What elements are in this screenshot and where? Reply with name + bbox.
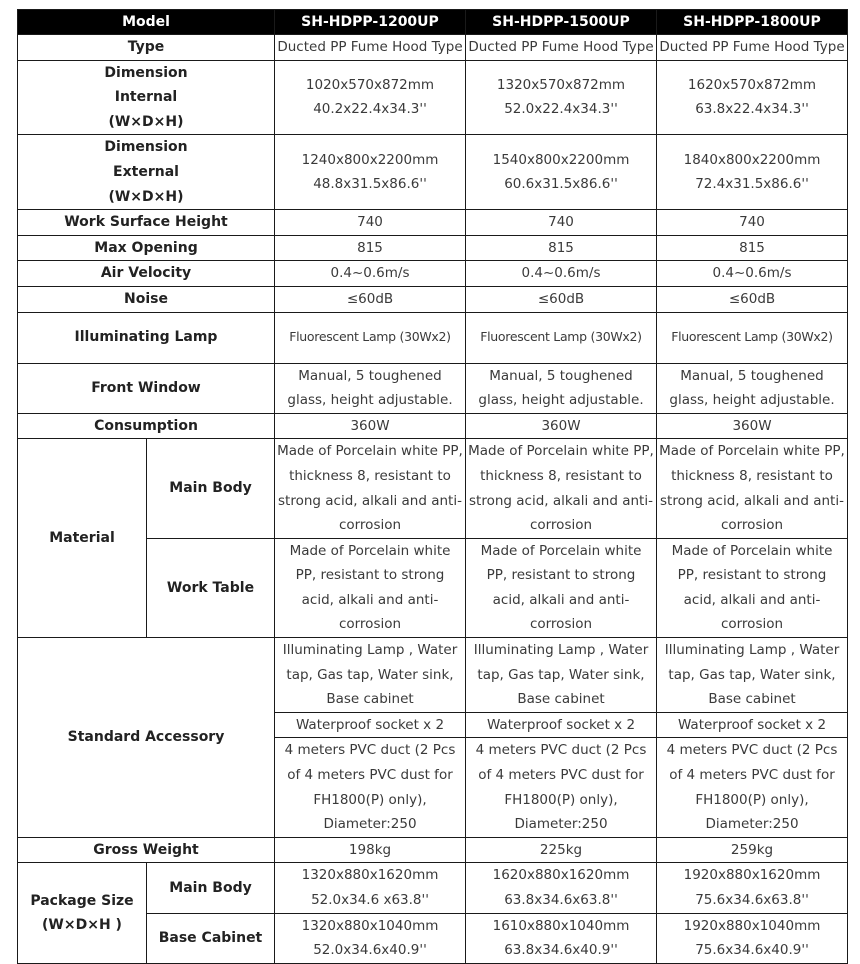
cell: Made of Porcelain white PP, resistant to strong acid, alkali and anti-corrosion (657, 538, 848, 637)
row-noise (18, 286, 848, 312)
row-label: Illuminating Lamp (18, 312, 275, 363)
cell: 1320x880x1620mm 52.0x34.6 x63.8'' (275, 863, 466, 913)
cell: Made of Porcelain white PP, resistant to strong acid, alkali and anti-corrosion (466, 538, 657, 637)
cell: 1540x800x2200mm 60.6x31.5x86.6'' (466, 135, 657, 210)
cell: 360W (657, 413, 848, 439)
cell: Fluorescent Lamp (30Wx2) (657, 312, 848, 363)
cell: 360W (466, 413, 657, 439)
row-front-window (18, 363, 848, 413)
cell: 1920x880x1620mm 75.6x34.6x63.8'' (657, 863, 848, 913)
cell: Made of Porcelain white PP, resistant to strong acid, alkali and anti-corrosion (275, 538, 466, 637)
cell: Made of Porcelain white PP, thickness 8, resistant to strong acid, alkali and anti-corrosion (466, 439, 657, 538)
cell: Waterproof socket x 2 (466, 712, 657, 738)
cell: 815 (657, 235, 848, 261)
cell: Manual, 5 toughened glass, height adjustable. (466, 363, 657, 413)
sub-row-label: Work Table (147, 538, 275, 637)
row-label: Standard Accessory (18, 638, 275, 838)
row-label: Work Surface Height (18, 210, 275, 236)
row-material-main-body (18, 439, 848, 538)
sub-row-label: Main Body (147, 863, 275, 913)
cell: 1240x800x2200mm 48.8x31.5x86.6'' (275, 135, 466, 210)
row-consumption (18, 413, 848, 439)
header-row (18, 10, 848, 35)
cell: 4 meters PVC duct (2 Pcs of 4 meters PVC dust for FH1800(P) only), Diameter:250 (275, 738, 466, 837)
col-header-1500: SH-HDPP-1500UP (466, 10, 657, 35)
row-dimension-external (18, 135, 848, 210)
cell: 740 (657, 210, 848, 236)
cell: 1020x570x872mm 40.2x22.4x34.3'' (275, 60, 466, 135)
row-gross-weight (18, 837, 848, 863)
row-label: Dimension External (W×D×H) (18, 135, 275, 210)
row-label: Consumption (18, 413, 275, 439)
row-label: Type (18, 35, 275, 61)
cell: 1610x880x1040mm 63.8x34.6x40.9'' (466, 913, 657, 963)
row-label: Gross Weight (18, 837, 275, 863)
cell: ≤60dB (466, 286, 657, 312)
cell: Waterproof socket x 2 (657, 712, 848, 738)
cell: 4 meters PVC duct (2 Pcs of 4 meters PVC dust for FH1800(P) only), Diameter:250 (466, 738, 657, 837)
cell: 1620x880x1620mm 63.8x34.6x63.8'' (466, 863, 657, 913)
cell: Illuminating Lamp , Water tap, Gas tap, Water sink, Base cabinet (466, 638, 657, 713)
row-label: Front Window (18, 363, 275, 413)
cell: Ducted PP Fume Hood Type (275, 35, 466, 61)
sub-row-label: Base Cabinet (147, 913, 275, 963)
row-standard-accessory-1 (18, 638, 848, 713)
row-label-material: Material (18, 439, 147, 638)
cell: Illuminating Lamp , Water tap, Gas tap, Water sink, Base cabinet (657, 638, 848, 713)
row-max-opening (18, 235, 848, 261)
row-label: Dimension Internal (W×D×H) (18, 60, 275, 135)
cell: Fluorescent Lamp (30Wx2) (275, 312, 466, 363)
sub-row-label: Main Body (147, 439, 275, 538)
col-header-model: Model (18, 10, 275, 35)
row-label: Max Opening (18, 235, 275, 261)
cell: Illuminating Lamp , Water tap, Gas tap, Water sink, Base cabinet (275, 638, 466, 713)
cell: 1320x880x1040mm 52.0x34.6x40.9'' (275, 913, 466, 963)
row-illuminating-lamp (18, 312, 848, 363)
cell: 1620x570x872mm 63.8x22.4x34.3'' (657, 60, 848, 135)
row-package-main-body (18, 863, 848, 913)
cell: 4 meters PVC duct (2 Pcs of 4 meters PVC dust for FH1800(P) only), Diameter:250 (657, 738, 848, 837)
cell: Made of Porcelain white PP, thickness 8, resistant to strong acid, alkali and anti-corrosion (657, 439, 848, 538)
row-type (18, 35, 848, 61)
col-header-1800: SH-HDPP-1800UP (657, 10, 848, 35)
cell: 1840x800x2200mm 72.4x31.5x86.6'' (657, 135, 848, 210)
cell: 815 (275, 235, 466, 261)
cell: 198kg (275, 837, 466, 863)
cell: Manual, 5 toughened glass, height adjustable. (657, 363, 848, 413)
cell: 1320x570x872mm 52.0x22.4x34.3'' (466, 60, 657, 135)
cell: 815 (466, 235, 657, 261)
cell: Manual, 5 toughened glass, height adjustable. (275, 363, 466, 413)
cell: 0.4~0.6m/s (466, 261, 657, 287)
spec-table (17, 9, 848, 964)
col-header-1200: SH-HDPP-1200UP (275, 10, 466, 35)
cell: 740 (466, 210, 657, 236)
cell: 360W (275, 413, 466, 439)
cell: 0.4~0.6m/s (657, 261, 848, 287)
cell: 1920x880x1040mm 75.6x34.6x40.9'' (657, 913, 848, 963)
row-label: Air Velocity (18, 261, 275, 287)
cell: Ducted PP Fume Hood Type (466, 35, 657, 61)
cell: 740 (275, 210, 466, 236)
row-work-surface-height (18, 210, 848, 236)
row-label: Noise (18, 286, 275, 312)
cell: Made of Porcelain white PP, thickness 8, resistant to strong acid, alkali and anti-corrosion (275, 439, 466, 538)
cell: Fluorescent Lamp (30Wx2) (466, 312, 657, 363)
row-air-velocity (18, 261, 848, 287)
cell: ≤60dB (275, 286, 466, 312)
cell: 225kg (466, 837, 657, 863)
cell: ≤60dB (657, 286, 848, 312)
cell: 0.4~0.6m/s (275, 261, 466, 287)
cell: Ducted PP Fume Hood Type (657, 35, 848, 61)
cell: Waterproof socket x 2 (275, 712, 466, 738)
row-dimension-internal (18, 60, 848, 135)
row-label-package-size: Package Size (W×D×H ) (18, 863, 147, 963)
cell: 259kg (657, 837, 848, 863)
